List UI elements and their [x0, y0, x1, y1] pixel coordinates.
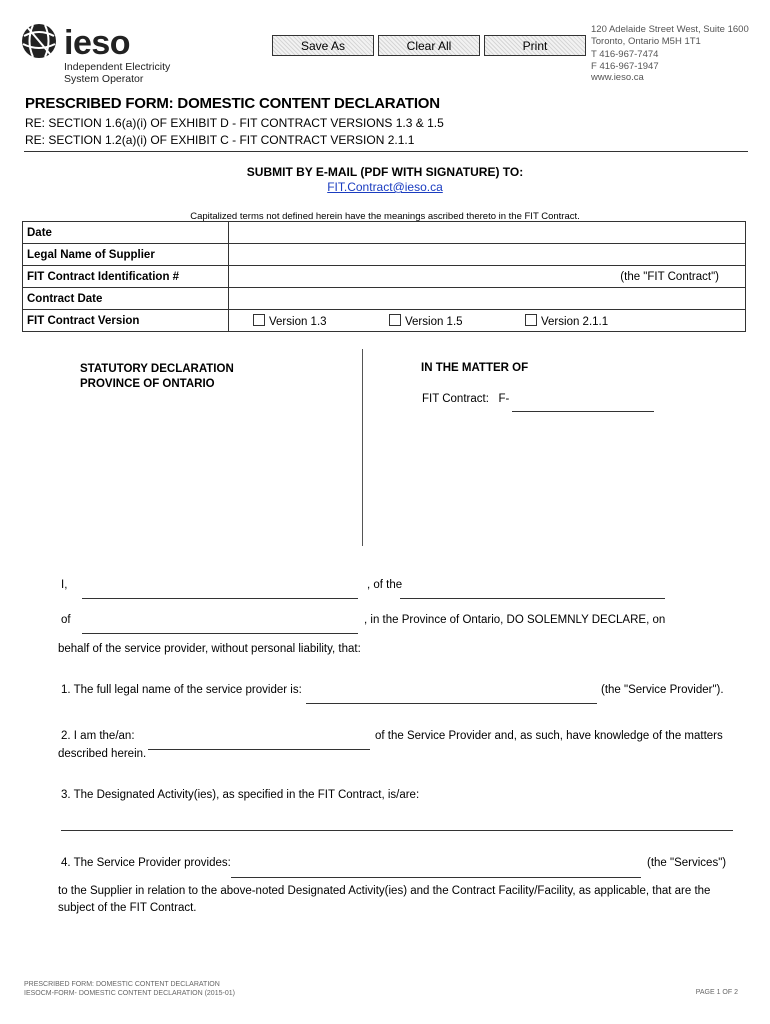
- declarant-title-field[interactable]: [148, 749, 370, 750]
- table-row: [23, 310, 746, 332]
- footer-line-1: PRESCRIBED FORM: DOMESTIC CONTENT DECLARATION: [24, 981, 220, 988]
- re-line-2: RE: SECTION 1.2(a)(i) OF EXHIBIT C - FIT CONTRACT VERSION 2.1.1: [25, 133, 415, 147]
- of-the-label: , of the: [367, 579, 403, 591]
- of-label: of: [61, 614, 71, 626]
- form-title: PRESCRIBED FORM: DOMESTIC CONTENT DECLARATION: [25, 95, 440, 112]
- version-2-1-1-checkbox[interactable]: [525, 314, 537, 326]
- fit-prefix: F-: [498, 393, 510, 405]
- fit-id-label: FIT Contract Identification #: [23, 266, 229, 288]
- logo-subtitle: [64, 61, 170, 85]
- version-1-3-label: Version 1.3: [269, 316, 327, 328]
- address-line: T 416-967-7474: [591, 49, 659, 60]
- item-2-suffix: of the Service Provider and, as such, have knowledge of the matters: [375, 730, 723, 742]
- version-1-5-checkbox[interactable]: [389, 314, 401, 326]
- version-1-5-label: Version 1.5: [405, 316, 463, 328]
- table-row: [23, 288, 746, 310]
- fit-id-field[interactable]: [229, 266, 746, 288]
- column-divider: [362, 349, 363, 546]
- supplier-name-label: Legal Name of Supplier: [23, 244, 229, 266]
- version-1-3-checkbox[interactable]: [253, 314, 265, 326]
- declarant-i-label: I,: [61, 579, 68, 591]
- solemnly-declare-text: , in the Province of Ontario, DO SOLEMNLY DECLARE, on: [364, 614, 666, 626]
- item-4-continuation-2: subject of the FIT Contract.: [58, 902, 197, 914]
- title-divider: [24, 151, 748, 152]
- table-row: [23, 244, 746, 266]
- item-2-continuation: described herein.: [58, 748, 147, 760]
- item-4-text: 4. The Service Provider provides:: [61, 857, 231, 869]
- submit-instruction: SUBMIT BY E-MAIL (PDF WITH SIGNATURE) TO:: [246, 165, 524, 179]
- declarant-name-field[interactable]: [82, 598, 358, 599]
- statutory-line-1: STATUTORY DECLARATION: [80, 363, 234, 375]
- item-1-suffix: (the "Service Provider").: [601, 684, 724, 696]
- item-2-text: 2. I am the/an:: [61, 730, 135, 742]
- logo-subtitle-line1: Independent Electricity: [64, 61, 171, 73]
- contract-date-field[interactable]: [229, 288, 746, 310]
- statutory-line-2: PROVINCE OF ONTARIO: [80, 378, 215, 390]
- version-1-5-option[interactable]: [389, 314, 463, 328]
- contract-date-label: Contract Date: [23, 288, 229, 310]
- ieso-logo-globe-icon: [20, 22, 58, 60]
- page-number: PAGE 1 OF 2: [695, 989, 738, 996]
- version-2-1-1-option[interactable]: [525, 314, 608, 328]
- footer-form-id: [24, 980, 235, 998]
- item-1-text: 1. The full legal name of the service provider is:: [61, 684, 302, 696]
- save-as-button[interactable]: Save As: [272, 35, 374, 56]
- ieso-address: [591, 24, 749, 84]
- fit-contract-number-row: [422, 393, 509, 405]
- fit-contract-suffix: (the "FIT Contract"): [620, 271, 719, 283]
- address-line: Toronto, Ontario M5H 1T1: [591, 35, 701, 47]
- declarant-city-field[interactable]: [400, 598, 665, 599]
- print-button[interactable]: Print: [484, 35, 586, 56]
- footer-line-2: IESOCM-FORM- DOMESTIC CONTENT DECLARATION (2015-01): [24, 990, 235, 997]
- contract-info-table: [22, 221, 746, 332]
- contract-version-options: [229, 310, 746, 332]
- supplier-name-field[interactable]: [229, 244, 746, 266]
- services-field[interactable]: [231, 877, 641, 878]
- date-field[interactable]: [229, 222, 746, 244]
- in-the-matter-heading: IN THE MATTER OF: [421, 362, 529, 374]
- fit-contract-number-field[interactable]: [512, 411, 654, 412]
- version-2-1-1-label: Version 2.1.1: [541, 316, 609, 328]
- logo-wordmark: ieso: [64, 24, 131, 62]
- contract-version-label: FIT Contract Version: [23, 310, 229, 332]
- table-row: [23, 222, 746, 244]
- date-label: Date: [23, 222, 229, 244]
- capitalized-terms-note: Capitalized terms not defined herein have the meanings ascribed thereto in the FIT Contract.: [190, 211, 580, 222]
- service-provider-name-field[interactable]: [306, 703, 597, 704]
- logo-subtitle-line2: System Operator: [64, 73, 144, 85]
- address-line: 120 Adelaide Street West, Suite 1600: [591, 24, 749, 35]
- clear-all-button[interactable]: Clear All: [378, 35, 480, 56]
- submit-email-link[interactable]: FIT.Contract@ieso.ca: [327, 180, 443, 194]
- declarant-region-field[interactable]: [82, 633, 358, 634]
- item-3-text: 3. The Designated Activity(ies), as specified in the FIT Contract, is/are:: [61, 789, 420, 801]
- statutory-declaration-heading: [80, 362, 234, 392]
- designated-activities-field[interactable]: [61, 830, 733, 831]
- address-line: F 416-967-1947: [591, 60, 659, 72]
- version-1-3-option[interactable]: [253, 314, 327, 328]
- re-line-1: RE: SECTION 1.6(a)(i) OF EXHIBIT D - FIT CONTRACT VERSIONS 1.3 & 1.5: [25, 116, 444, 130]
- item-4-suffix: (the "Services"): [647, 857, 727, 869]
- table-row: [23, 266, 746, 288]
- address-line: www.ieso.ca: [591, 72, 644, 83]
- item-4-continuation-1: to the Supplier in relation to the above-noted Designated Activity(ies) and the Contract Facility/Facility, as applicable, that are the: [58, 885, 711, 897]
- fit-contract-label: FIT Contract:: [422, 393, 489, 405]
- behalf-text: behalf of the service provider, without personal liability, that:: [58, 643, 361, 655]
